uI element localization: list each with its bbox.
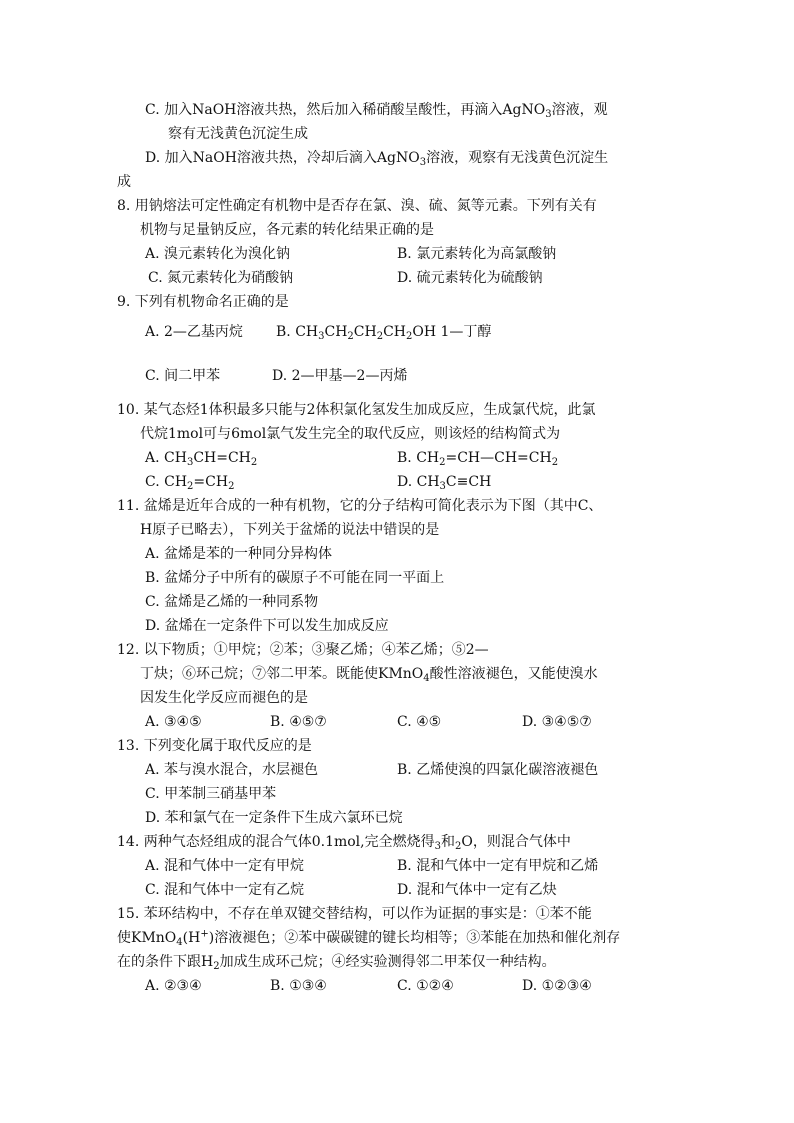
q15-stem-line3: 在的条件下跟$H_2$加成生成环己烷；④经实验测得邻二甲苯仅一种结构。: [117, 954, 556, 972]
q8-option-d: D. 硫元素转化为硫酸钠: [397, 270, 543, 286]
q11-option-b: B. 盆烯分子中所有的碳原子不可能在同一平面上: [145, 570, 445, 586]
q9-option-b: B. $CH_3CH_2CH_2CH_2OH$ 1—丁醇: [276, 324, 492, 342]
q9-option-c: C. 间二甲苯: [145, 368, 221, 384]
q11-stem-line2: H原子已略去），下列关于盆烯的说法中错误的是: [140, 522, 440, 538]
q15-option-c: C. ①②④: [397, 978, 454, 994]
q10-stem-line1: 10. 某气态烃1体积最多只能与2体积氯化氢发生加成反应，生成氯代烷，此氯: [117, 402, 596, 418]
q13-option-b: B. 乙烯使溴的四氯化碳溶液褪色: [397, 762, 599, 778]
q12-option-a: A. ③④⑤: [145, 714, 202, 730]
q15-option-b: B. ①③④: [270, 978, 327, 994]
q8-stem-line1: 8. 用钠熔法可定性确定有机物中是否存在氯、溴、硫、氮等元素。下列有关有: [117, 198, 597, 214]
q12-option-c: C. ④⑤: [397, 714, 442, 730]
q11-option-c: C. 盆烯是乙烯的一种同系物: [145, 594, 319, 610]
q15-option-d: D. ①②③④: [522, 978, 592, 994]
q10-option-d: D. $CH_3C\equiv CH$: [397, 474, 492, 492]
q12-option-b: B. ④⑤⑦: [270, 714, 327, 730]
q8-option-a: A. 溴元素转化为溴化钠: [145, 246, 291, 262]
q14-option-c: C. 混和气体中一定有乙烷: [145, 882, 305, 898]
q14-option-a: A. 混和气体中一定有甲烷: [145, 858, 305, 874]
q7-option-d-line1: D. 加入NaOH溶液共热，冷却后滴入AgNO$_3$溶液，观察有无浅黄色沉淀生: [145, 150, 609, 168]
q12-stem-line1: 12. 以下物质；①甲烷；②苯；③聚乙烯；④苯乙烯；⑤2—: [117, 642, 489, 658]
q13-option-c: C. 甲苯制三硝基甲苯: [145, 786, 277, 802]
q14-option-d: D. 混和气体中一定有乙炔: [397, 882, 557, 898]
q15-stem-line1: 15. 苯环结构中，不存在单双键交替结构，可以作为证据的事实是：①苯不能: [117, 906, 592, 922]
q7-option-d-line2: 成: [117, 174, 131, 190]
q12-stem-line3: 因发生化学反应而褪色的是: [140, 690, 308, 706]
q11-option-a: A. 盆烯是苯的一种同分异构体: [145, 546, 333, 562]
q12-stem-line2: 丁炔；⑥环己烷；⑦邻二甲苯。既能使KMnO$_4$酸性溶液褪色，又能使溴水: [140, 666, 598, 684]
q13-stem: 13. 下列变化属于取代反应的是: [117, 738, 312, 754]
q12-option-d: D. ③④⑤⑦: [522, 714, 592, 730]
q8-option-b: B. 氯元素转化为高氯酸钠: [397, 246, 557, 262]
q7-option-c-line1: C. 加入NaOH溶液共热，然后加入稀硝酸呈酸性，再滴入AgNO$_3$溶液，观: [145, 102, 608, 120]
q10-option-c: C. $CH_2=CH_2$: [145, 474, 235, 492]
q8-stem-line2: 机物与足量钠反应，各元素的转化结果正确的是: [140, 222, 434, 238]
q7-option-c-line2: 察有无浅黄色沉淀生成: [168, 126, 308, 142]
q9-option-a: A. 2—乙基丙烷: [145, 324, 243, 340]
q13-option-a: A. 苯与溴水混合，水层褪色: [145, 762, 319, 778]
q13-option-d: D. 苯和氯气在一定条件下生成六氯环已烷: [145, 810, 403, 826]
q14-option-b: B. 混和气体中一定有甲烷和乙烯: [397, 858, 599, 874]
q11-option-d: D. 盆烯在一定条件下可以发生加成反应: [145, 618, 389, 634]
q15-option-a: A. ②③④: [145, 978, 202, 994]
q11-stem-line1: 11. 盆烯是近年合成的一种有机物，它的分子结构可简化表示为下图（其中C、: [117, 498, 603, 514]
q10-stem-line2: 代烷1mol可与6mol氯气发生完全的取代反应，则该烃的结构简式为: [140, 426, 561, 442]
q15-stem-line2: 使KMnO$_4$(H+)溶液褪色；②苯中碳碳键的键长均相等；③苯能在加热和催化剂存: [117, 928, 621, 948]
q14-stem: 14. 两种气态烃组成的混合气体0.1mol,完全燃烧得$_3$和$_2$O，则混合气体中: [117, 834, 571, 852]
q10-option-b: B. $CH_2=CH—CH=CH_2$: [397, 450, 559, 468]
q9-stem: 9. 下列有机物命名正确的是: [117, 294, 289, 310]
q10-option-a: A. $CH_3CH=CH_2$: [145, 450, 258, 468]
q8-option-c: C. 氮元素转化为硝酸钠: [148, 270, 294, 286]
q9-option-d: D. 2—甲基—2—丙烯: [272, 368, 408, 384]
